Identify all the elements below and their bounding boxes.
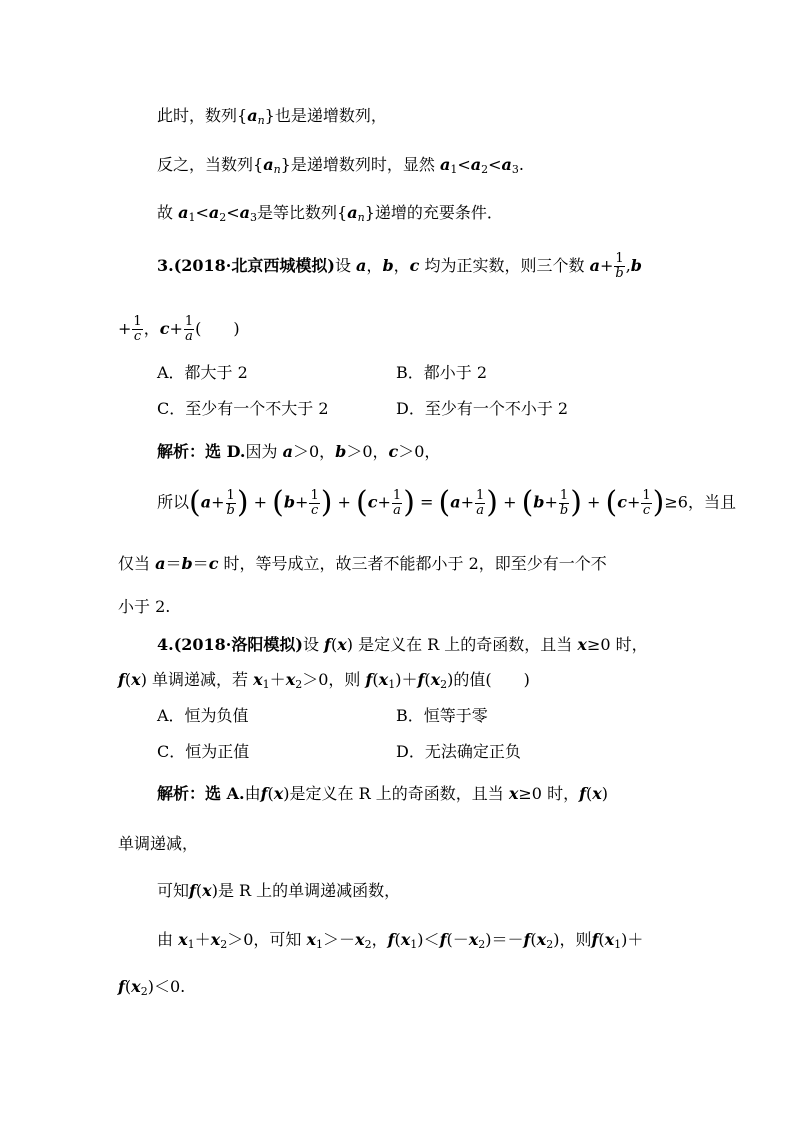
analysis-choice: 选 A. [205, 784, 245, 803]
numerator: 1 [226, 487, 235, 503]
plus: + [295, 492, 309, 512]
question-number: 3.(2018·北京西城模拟) [157, 256, 335, 275]
text: ＞－ [323, 930, 356, 949]
comma: ， [366, 256, 383, 275]
var-a: a [450, 492, 461, 512]
denominator: b [615, 266, 624, 281]
paragraph-3 [157, 202, 503, 229]
sub-2: 2 [481, 163, 489, 176]
sub-2: 2 [440, 678, 448, 691]
question-3-sum: 所以(a+ $\frac{1}{b}$ ) + (b+ $\frac{1}{c}$ ) + (c+ $\frac{1}{a}$ ) = (a+ $\frac{1}{a}$ ) + (b+ $\frac{1}{b}$ ) + (c+ $\frac{1}{c}$ )≥6，当且 [157, 485, 736, 520]
var-x1: x [178, 930, 188, 949]
fraction-1-over-a [475, 489, 485, 518]
denominator: c [133, 329, 142, 344]
equals: ＝ [165, 554, 182, 573]
text: ＞0， [398, 442, 441, 461]
var-b: b [533, 492, 545, 512]
var-c: c [208, 554, 219, 573]
var-c: c [617, 492, 627, 512]
var-b: b [630, 256, 642, 275]
text: 可知 [157, 881, 190, 900]
sub-1: 1 [187, 938, 195, 951]
question-number: 4.(2018·洛阳模拟) [157, 635, 303, 654]
var-a: a [263, 155, 274, 174]
fraction-1-over-b [559, 489, 569, 518]
text: 是 R 上的单调递减函数， [217, 881, 401, 900]
sub-1: 1 [262, 678, 270, 691]
var-c: c [159, 319, 170, 338]
text: ≥0 时， [518, 784, 580, 803]
question-4-line-1: 4.(2018·洛阳模拟)设 f(x) 是定义在 R 上的奇函数，且当 x≥0 时， [157, 635, 648, 654]
fraction-1-over-b [614, 252, 624, 281]
var-x1: x [378, 670, 389, 689]
lt: < [226, 203, 240, 222]
sub-1: 1 [614, 938, 622, 951]
sub-1: 1 [410, 938, 418, 951]
sub-n: n [357, 211, 365, 224]
plus: + [626, 492, 641, 512]
comma: ， [143, 319, 160, 338]
fraction-1-over-c [309, 489, 319, 518]
numerator: 1 [559, 487, 569, 503]
fraction-1-over-a [184, 315, 194, 344]
text: 单调递减，若 [146, 670, 254, 689]
var-a1: a [439, 155, 451, 174]
text: ＞0， [346, 442, 389, 461]
question-4-line-c: 可知f(x)是 R 上的单调递减函数， [157, 881, 401, 900]
var-f: f [260, 784, 268, 803]
var-a: a [155, 554, 166, 573]
sub-1: 1 [188, 211, 196, 224]
question-4-line-2: f(x) 单调递减，若 $x_1+x_2>0$，则 $f(x_1)+f(x_2)$的值( ) [118, 670, 530, 691]
question-3-line-1 [157, 252, 642, 281]
option-c: C．恒为正值 [157, 742, 250, 761]
sub-2: 2 [364, 938, 372, 951]
option-d: D．至少有一个不小于 2 [396, 399, 569, 418]
denominator: a [393, 502, 401, 518]
text: 是等比数列{ [257, 203, 348, 222]
text: }是递增数列时，显然 [280, 155, 440, 174]
denominator: a [185, 329, 193, 344]
var-x1: x [604, 930, 615, 949]
lt: < [195, 203, 209, 222]
var-a3: a [239, 203, 251, 222]
analysis-label: 解析： [157, 442, 206, 461]
var-c: c [367, 492, 378, 512]
text: 设 [334, 256, 357, 275]
numerator: 1 [133, 314, 142, 329]
text: 此时，数列{ [157, 106, 248, 125]
sub-2: 2 [220, 938, 228, 951]
text: 是定义在 R 上的奇函数，且当 [352, 635, 578, 654]
plus: ＋ [269, 670, 286, 689]
var-a3: a [501, 155, 512, 174]
text: 所以 [157, 492, 190, 512]
lt: ＜ [423, 930, 440, 949]
plus: + [211, 492, 225, 512]
sub-1: 1 [388, 678, 396, 691]
var-x: x [592, 784, 602, 803]
var-a: a [356, 256, 367, 275]
plus: + [599, 256, 614, 275]
var-b: b [283, 492, 296, 512]
fraction-1-over-a [392, 489, 402, 518]
plus: ＋ [627, 930, 644, 949]
text: 设 [302, 635, 325, 654]
var-f: f [523, 930, 531, 949]
numerator: 1 [392, 487, 402, 503]
text: ＞0， [292, 442, 336, 461]
text: 是定义在 R 上的奇函数，且当 [289, 784, 509, 803]
denominator: c [642, 502, 651, 518]
var-f: f [439, 930, 447, 949]
var-x: x [202, 881, 212, 900]
var-a2: a [208, 203, 220, 222]
var-a: a [347, 203, 358, 222]
plus: + [377, 492, 391, 512]
var-x: x [131, 670, 141, 689]
lt: < [488, 155, 502, 174]
text: 由 [157, 930, 179, 949]
text: 均为正实数，则三个数 [419, 256, 590, 275]
text: ≥0 时， [586, 635, 648, 654]
option-d: D．无法确定正负 [396, 742, 521, 761]
equals: ＝ [192, 554, 209, 573]
sub-n: n [273, 163, 281, 176]
var-a2: a [470, 155, 482, 174]
question-4-analysis: 解析：选 A.由f(x)是定义在 R 上的奇函数，且当 x≥0 时，f(x) [157, 784, 609, 803]
paragraph-1 [157, 105, 387, 132]
question-3-line-2 [118, 315, 240, 344]
var-f: f [324, 635, 331, 654]
text: ≥6，当且 [664, 492, 736, 512]
var-x2: x [430, 670, 441, 689]
text: 的值( ) [453, 670, 530, 689]
var-x1: x [253, 670, 263, 689]
var-b: b [335, 442, 347, 461]
var-x: x [337, 635, 347, 654]
var-x2: x [355, 930, 365, 949]
plus: ＋ [401, 670, 418, 689]
numerator: 1 [615, 251, 624, 266]
question-3-analysis [157, 441, 440, 463]
option-b: B．恒等于零 [396, 706, 488, 725]
var-x: x [273, 784, 284, 803]
sub-2: 2 [140, 985, 148, 998]
var-f: f [591, 930, 599, 949]
sub-1: 1 [450, 163, 458, 176]
question-4-line-b: 单调递减， [118, 834, 199, 853]
text: ＜0. [153, 977, 186, 996]
lt: < [457, 155, 471, 174]
option-c: C．至少有一个不大于 2 [157, 399, 329, 418]
text: ，则 [559, 930, 592, 949]
text: 因为 [245, 442, 283, 461]
sub-3: 3 [250, 211, 258, 224]
comma: , [625, 256, 631, 275]
analysis-label: 解析： [157, 784, 206, 803]
var-x1: x [306, 930, 317, 949]
numerator: 1 [642, 487, 651, 503]
text: 时，等号成立，故三者不能都小于 2，即至少有一个不 [218, 554, 607, 573]
text: }也是递增数列， [264, 106, 387, 125]
analysis-choice: 选 D. [205, 442, 246, 461]
paragraph-2 [157, 154, 524, 181]
sub-1: 1 [316, 938, 324, 951]
text: 由 [244, 784, 261, 803]
option-a: A．都大于 2 [157, 363, 248, 382]
question-4-line-d: 由 $x_1+x_2>0$，可知 $x_1>-x_2$，$f(x_1)<f(-x_2)=-f(x_2)$，则$f(x_1)+$ [157, 930, 644, 951]
plus: + [460, 492, 474, 512]
question-3-line-c: 小于 2. [118, 597, 171, 616]
denominator: b [226, 502, 235, 518]
text: 故 [157, 203, 179, 222]
var-c: c [388, 442, 399, 461]
var-f: f [365, 670, 373, 689]
text: 仅当 [118, 554, 156, 573]
var-a: a [200, 492, 212, 512]
var-f: f [417, 670, 425, 689]
var-c: c [409, 256, 420, 275]
text: ＞0，则 [302, 670, 366, 689]
sub-2: 2 [478, 938, 486, 951]
var-f: f [118, 977, 125, 996]
var-b: b [181, 554, 193, 573]
numerator: 1 [310, 487, 319, 503]
text: 反之，当数列{ [157, 155, 264, 174]
numerator: 1 [475, 487, 485, 503]
fraction-1-over-c [641, 489, 651, 518]
fraction-1-over-b [226, 489, 236, 518]
sub-n: n [257, 114, 265, 127]
numerator: 1 [184, 314, 194, 329]
var-x2: x [468, 930, 479, 949]
denominator: b [559, 502, 569, 518]
comma: ， [393, 256, 410, 275]
plus: + [544, 492, 558, 512]
var-a: a [589, 256, 600, 275]
option-b: B．都小于 2 [396, 363, 488, 382]
sub-2: 2 [546, 938, 554, 951]
plus: + [118, 319, 132, 338]
var-b: b [382, 256, 394, 275]
sub-3: 3 [511, 163, 519, 176]
fraction-1-over-c [132, 315, 142, 344]
text: ＝－ [491, 930, 524, 949]
text: ＞0，可知 [227, 930, 307, 949]
question-4-line-e: $f(x_2)<0$. [118, 977, 186, 998]
var-x: x [577, 635, 587, 654]
var-a: a [247, 106, 258, 125]
denominator: a [476, 502, 484, 518]
var-f: f [387, 930, 395, 949]
var-x2: x [131, 977, 141, 996]
denominator: c [310, 502, 319, 518]
var-x2: x [210, 930, 221, 949]
var-a: a [282, 442, 293, 461]
text: . [518, 155, 524, 174]
var-a1: a [178, 203, 189, 222]
var-x2: x [536, 930, 547, 949]
sub-2: 2 [219, 211, 227, 224]
var-f: f [118, 670, 125, 689]
comma: ， [371, 930, 388, 949]
var-x2: x [285, 670, 296, 689]
var-x: x [508, 784, 519, 803]
question-3-line-b [118, 553, 607, 575]
option-a: A．恒为负值 [157, 706, 249, 725]
var-f: f [189, 881, 196, 900]
text: }递增的充要条件． [364, 203, 503, 222]
var-x1: x [400, 930, 411, 949]
var-f: f [579, 784, 586, 803]
sub-2: 2 [295, 678, 303, 691]
plus: + [169, 319, 183, 338]
plus: ＋ [194, 930, 211, 949]
answer-bracket: ( ) [195, 319, 240, 338]
